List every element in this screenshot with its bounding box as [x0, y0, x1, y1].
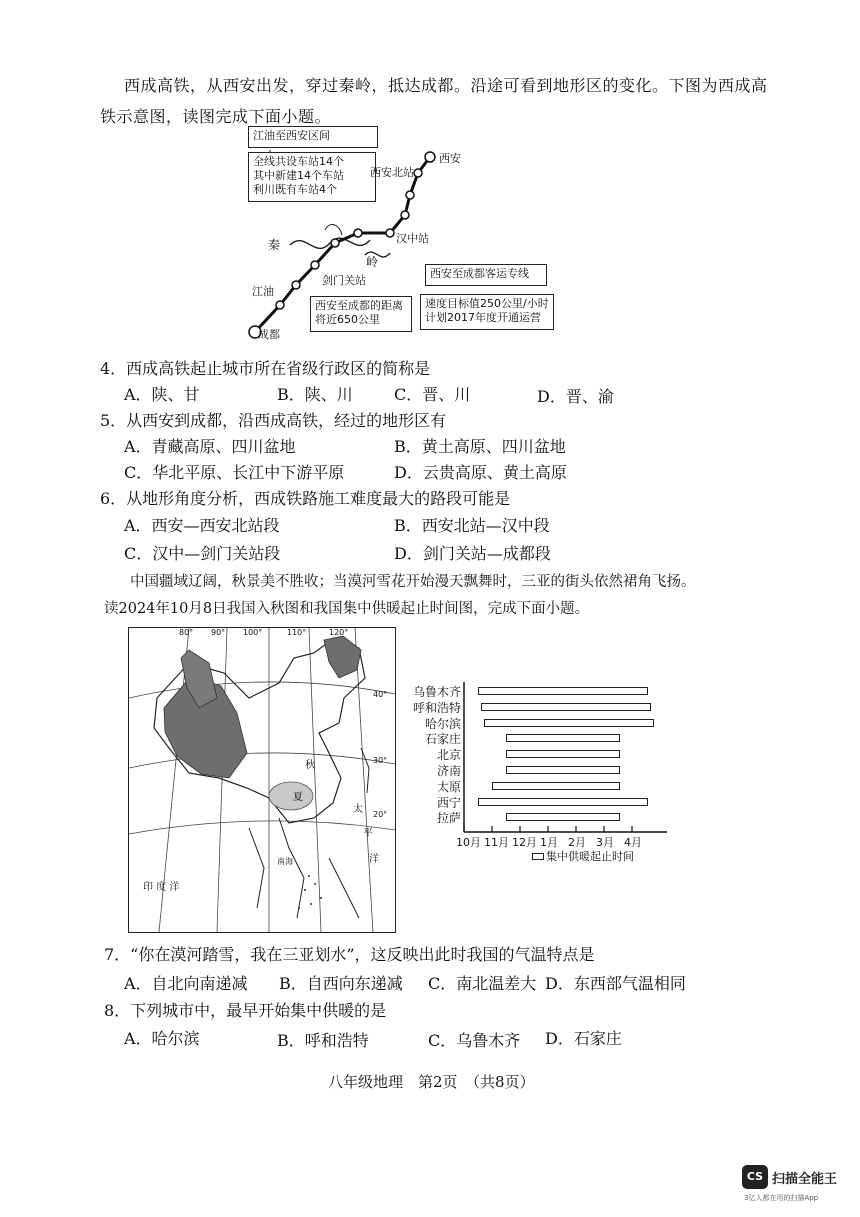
- label-indian-ocean: 印 度 洋: [143, 882, 180, 893]
- question-stem: 7．“你在漠河踏雪，我在三亚划水”，这反映出此时我国的气温特点是: [104, 945, 595, 964]
- rail-box-3-line-2: 计划2017年度开通运营: [425, 311, 541, 324]
- month-label: 2月: [568, 836, 586, 849]
- option-a[interactable]: A．哈尔滨: [124, 1029, 200, 1048]
- lon-120: 120°: [329, 628, 349, 637]
- label-hanzhong: 汉中站: [396, 232, 429, 245]
- option-d[interactable]: D．云贵高原、黄土高原: [394, 463, 567, 482]
- lat-30: 30°: [373, 756, 388, 765]
- heating-bar: [506, 750, 620, 758]
- option-c[interactable]: C．汉中—剑门关站段: [124, 544, 281, 563]
- label-qiu: 秋: [305, 760, 315, 771]
- label-xian-north: 西安北站: [370, 166, 414, 179]
- option-c[interactable]: C．晋、川: [394, 385, 471, 404]
- option-a[interactable]: A．自北向南递减: [124, 974, 248, 993]
- option-b[interactable]: B．陕、川: [277, 385, 353, 404]
- month-label: 1月: [540, 836, 558, 849]
- city-label: 乌鲁木齐: [412, 685, 461, 699]
- lon-80: 80°: [179, 628, 194, 637]
- station-hanzhong: [386, 229, 394, 237]
- label-tai: 太: [353, 804, 363, 815]
- rail-box-1-line-1: 全线共设车站14个: [253, 155, 344, 168]
- station-dot: [331, 239, 339, 247]
- watermark-tagline: 3亿人都在用的扫描App: [744, 1194, 819, 1202]
- heating-bar: [506, 734, 620, 742]
- heating-bar: [506, 766, 620, 774]
- lon-100: 100°: [243, 628, 263, 637]
- heating-bar: [484, 719, 654, 727]
- lon-110: 110°: [287, 628, 307, 637]
- month-label: 4月: [624, 836, 642, 849]
- terrain-line: [325, 225, 342, 235]
- page-footer: 八年级地理 第2页 （共8页）: [328, 1073, 535, 1091]
- heating-bar: [478, 798, 648, 806]
- city-label: 济南: [436, 764, 461, 778]
- option-b[interactable]: B．呼和浩特: [277, 1031, 369, 1050]
- station-jiangyou: [276, 301, 284, 309]
- intro2-line-1: 中国疆域辽阔，秋景美不胜收；当漠河雪花开始漫天飘舞时，三亚的街头依然裙角飞扬。: [130, 574, 696, 590]
- label-jianmenguan: 剑门关站: [322, 274, 366, 287]
- city-label: 石家庄: [424, 732, 461, 747]
- option-d[interactable]: D．石家庄: [545, 1029, 622, 1048]
- option-a[interactable]: A．陕、甘: [124, 385, 200, 404]
- station-dot: [354, 229, 362, 237]
- label-yang: 洋: [369, 854, 379, 865]
- city-label: 拉萨: [436, 811, 461, 826]
- option-d[interactable]: D．剑门关站—成都段: [394, 544, 551, 563]
- heating-bar: [478, 687, 648, 695]
- option-b[interactable]: B．西安北站—汉中段: [394, 516, 550, 535]
- question-stem: 5．从西安到成都，沿西成高铁，经过的地形区有: [100, 411, 447, 430]
- rail-box-1-line-2: 其中新建14个车站: [253, 169, 344, 182]
- station-dot: [292, 281, 300, 289]
- label-south-sea: 南海: [277, 857, 293, 866]
- autumn-map: [128, 627, 396, 933]
- legend-swatch: [532, 853, 544, 860]
- city-label: 呼和浩特: [412, 700, 461, 715]
- watermark-brand: 扫描全能王: [772, 1172, 838, 1187]
- label-ping: 平: [363, 828, 373, 839]
- question-stem: 6．从地形角度分析，西成铁路施工难度最大的路段可能是: [100, 489, 511, 508]
- intro-line-1: 西成高铁，从西安出发，穿过秦岭，抵达成都。沿途可看到地形区的变化。下图为西成高: [124, 76, 768, 95]
- option-d[interactable]: D．晋、渝: [537, 387, 614, 406]
- cs-logo-icon: CS: [742, 1165, 768, 1189]
- intro-line-2: 铁示意图，读图完成下面小题。: [100, 107, 332, 126]
- label-xian: 西安: [439, 152, 461, 165]
- heating-bar: [481, 703, 651, 711]
- heating-bar: [506, 813, 620, 821]
- question-stem: 8．下列城市中，最早开始集中供暖的是: [104, 1001, 387, 1020]
- city-label: 哈尔滨: [424, 716, 461, 731]
- rail-box-3-line-1: 速度目标值250公里/小时: [425, 297, 549, 310]
- question-stem: 4．西成高铁起止城市所在省级行政区的简称是: [100, 359, 431, 378]
- rail-box-1: [248, 152, 376, 202]
- heating-bar: [492, 782, 620, 790]
- station-xian-north: [414, 169, 422, 177]
- city-label: 西宁: [436, 795, 461, 810]
- month-label: 12月: [512, 836, 537, 849]
- city-label: 太原: [436, 779, 461, 794]
- option-c[interactable]: C．乌鲁木齐: [428, 1031, 521, 1050]
- rail-box-1-line-3: 利川既有车站4个: [253, 183, 337, 196]
- option-a[interactable]: A．青藏高原、四川盆地: [124, 437, 296, 456]
- station-dot: [401, 211, 409, 219]
- month-label: 11月: [484, 836, 509, 849]
- label-jiangyou: 江油: [252, 285, 274, 298]
- option-a[interactable]: A．西安—西安北站段: [124, 516, 280, 535]
- month-label: 3月: [596, 836, 614, 849]
- label-qin: 秦: [268, 238, 281, 252]
- intro2-line-2: 读2024年10月8日我国入秋图和我国集中供暖起止时间图，完成下面小题。: [104, 601, 590, 617]
- rail-box-1-title: 江油至西安区间: [248, 126, 378, 148]
- city-label: 北京: [436, 748, 461, 763]
- lon-90: 90°: [211, 628, 226, 637]
- label-ling: 岭: [366, 255, 379, 269]
- option-c[interactable]: C．南北温差大: [428, 974, 537, 993]
- lat-20: 20°: [373, 810, 388, 819]
- rail-box-3-title: 西安至成都客运专线: [425, 264, 547, 286]
- option-d[interactable]: D．东西部气温相同: [545, 974, 686, 993]
- station-xian: [425, 152, 435, 162]
- label-xia: 夏: [293, 792, 303, 803]
- rail-box-3: [420, 294, 554, 330]
- rail-box-2-line-2: 将近650公里: [315, 313, 380, 326]
- month-label: 10月: [456, 836, 481, 849]
- legend-label: 集中供暖起止时间: [546, 850, 634, 863]
- option-c[interactable]: C．华北平原、长江中下游平原: [124, 463, 345, 482]
- station-dot: [406, 191, 414, 199]
- station-jianmenguan: [311, 261, 319, 269]
- rail-box-2: [310, 296, 412, 332]
- rail-box-2-line-1: 西安至成都的距离: [315, 299, 403, 312]
- label-chengdu: 成都: [258, 328, 280, 341]
- option-b[interactable]: B．黄土高原、四川盆地: [394, 437, 566, 456]
- option-b[interactable]: B．自西向东递减: [279, 974, 403, 993]
- lat-40: 40°: [373, 690, 388, 699]
